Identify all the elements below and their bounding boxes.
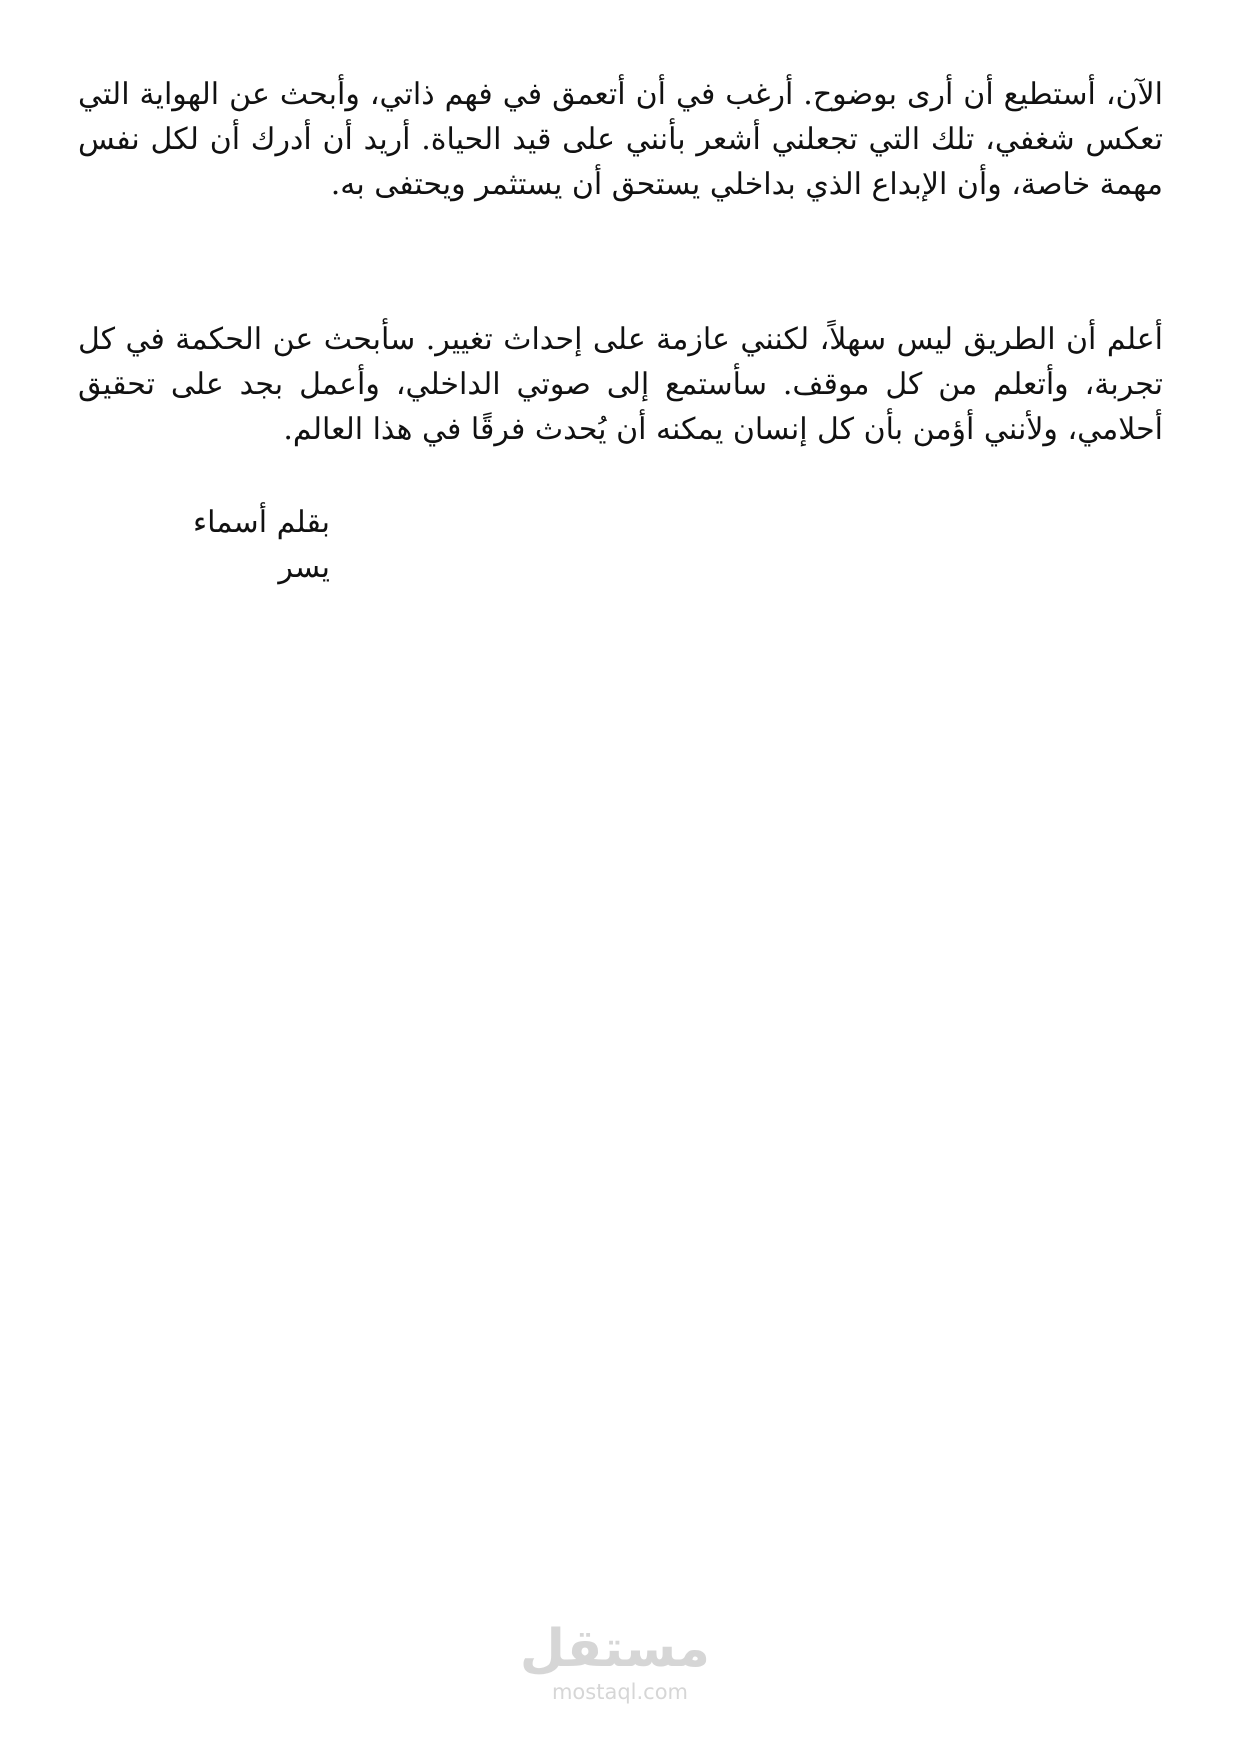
mostaql-watermark [519, 1619, 710, 1704]
author-signature: بقلم أسماء يسر [192, 505, 330, 585]
paragraph-1: الآن، أستطيع أن أرى بوضوح. أرغب في أن أتعمق في فهم ذاتي، وأبحث عن الهواية التي تعكس شغفي، تلك التي تجعلني أشعر بأنني على قيد الحياة. أريد أن أدرك أن لكل نفس مهمة خاصة، وأن الإبداع الذي بداخلي يستحق أن يستثمر ويحتفى به. [78, 77, 1163, 202]
watermark-domain: mostaql.com [551, 1680, 689, 1704]
paragraph-2: أعلم أن الطريق ليس سهلاً، لكنني عازمة على إحداث تغيير. سأبحث عن الحكمة في كل تجربة، وأتعلم من كل موقف. سأستمع إلى صوتي الداخلي، وأعمل بجد على تحقيق أحلامي، ولأنني أؤمن بأن كل إنسان يمكنه أن يُحدث فرقًا في هذا العالم. [78, 322, 1163, 447]
watermark-logo-text: مستقل [519, 1619, 710, 1679]
